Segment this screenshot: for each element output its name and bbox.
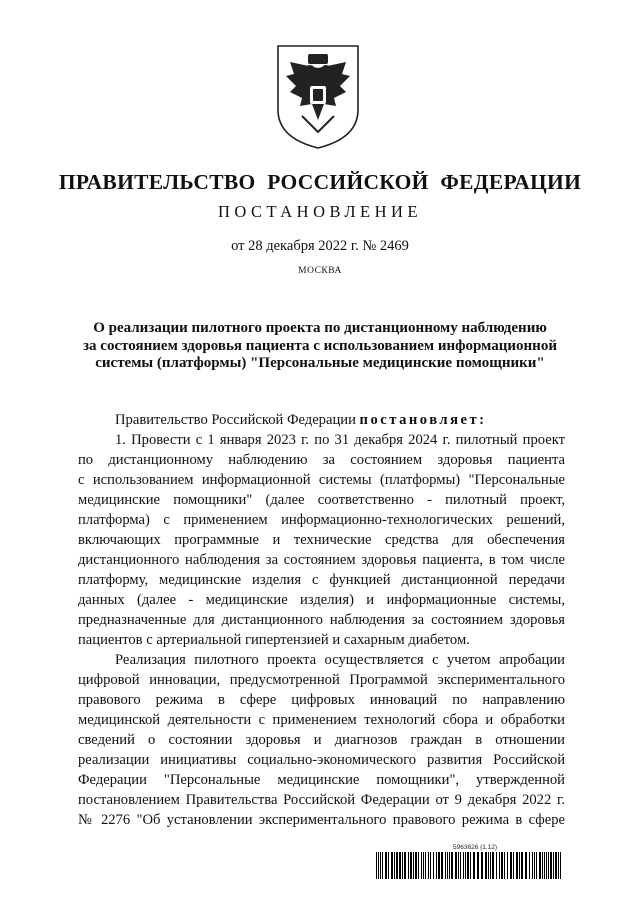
paragraph-1-line: предназначенные для дистанционного наблюдения за состоянием здоровья — [78, 612, 565, 628]
paragraph-2-line: реализации инициативы социально-экономического развития Российской — [78, 752, 565, 768]
paragraph-2-line: правового режима в сфере цифровых инноваций по направлению — [78, 692, 565, 708]
paragraph-2-line: сведений о состоянии здоровья и диагнозов граждан в отношении — [78, 732, 565, 748]
paragraph-1-line: с использованием информационной системы (платформы) "Персональные — [78, 472, 565, 488]
paragraph-1-line: данных (далее - медицинские изделия) и информационные системы, — [78, 592, 565, 608]
document-city: МОСКВА — [298, 266, 342, 276]
paragraph-1-line: платформу, медицинские изделия с функцией дистанционной передачи — [78, 572, 565, 588]
intro-line — [78, 410, 565, 430]
paragraph-2-line: медицинской деятельности с применением технологий сбора и обработки — [78, 712, 565, 728]
government-title: ПРАВИТЕЛЬСТВО РОССИЙСКОЙ ФЕДЕРАЦИИ — [58, 170, 582, 194]
subject-line: системы (платформы) "Персональные медицинские помощники" — [95, 355, 545, 371]
intro-prefix: Правительство Российской Федерации — [115, 412, 360, 428]
coat-of-arms-icon — [272, 40, 364, 152]
paragraph-1-line: медицинские помощники" (далее соответственно - пилотный проект, — [78, 492, 565, 508]
subject-line: за состоянием здоровья пациента с использованием информационной — [83, 337, 557, 354]
paragraph-1-line: дистанционного наблюдения за состоянием здоровья пациента, в том числе — [78, 552, 565, 568]
intro-keyword: постановляет: — [359, 412, 487, 428]
document-body — [78, 410, 565, 830]
paragraph-2-line: № 2276 "Об установлении экспериментального правового режима в сфере — [78, 812, 565, 828]
paragraph-2-line: Федерации "Персональные медицинские помощники", утвержденной — [78, 772, 565, 788]
paragraph-2-line: Реализация пилотного проекта осуществляется с учетом апробации — [115, 652, 565, 668]
paragraph-1-line: по дистанционному наблюдению за состоянием здоровья пациента — [78, 452, 565, 468]
paragraph-1-line: пациентов с артериальной гипертензией и сахарным диабетом. — [78, 632, 470, 648]
document-type: ПОСТАНОВЛЕНИЕ — [217, 202, 423, 221]
paragraph-2-line: цифровой инновации, предусмотренной Программой экспериментального — [78, 672, 565, 688]
paragraph-1-line: платформа) с применением информационно-технологических решений, — [78, 512, 565, 528]
paragraph-1-line: 1. Провести с 1 января 2023 г. по 31 декабря 2024 г. пилотный проект — [115, 432, 565, 448]
document-subject — [64, 320, 576, 373]
paragraph-2-line: постановлением Правительства Российской Федерации от 9 декабря 2022 г. — [78, 792, 565, 808]
subject-line: О реализации пилотного проекта по дистанционному наблюдению — [93, 320, 547, 336]
paragraph-1-line: включающих программные и технические средства для обеспечения — [78, 532, 565, 548]
document-date-number: от 28 декабря 2022 г. № 2469 — [231, 238, 409, 254]
barcode-icon — [376, 852, 564, 879]
document-code: 5963626 (1.12) — [453, 844, 498, 851]
